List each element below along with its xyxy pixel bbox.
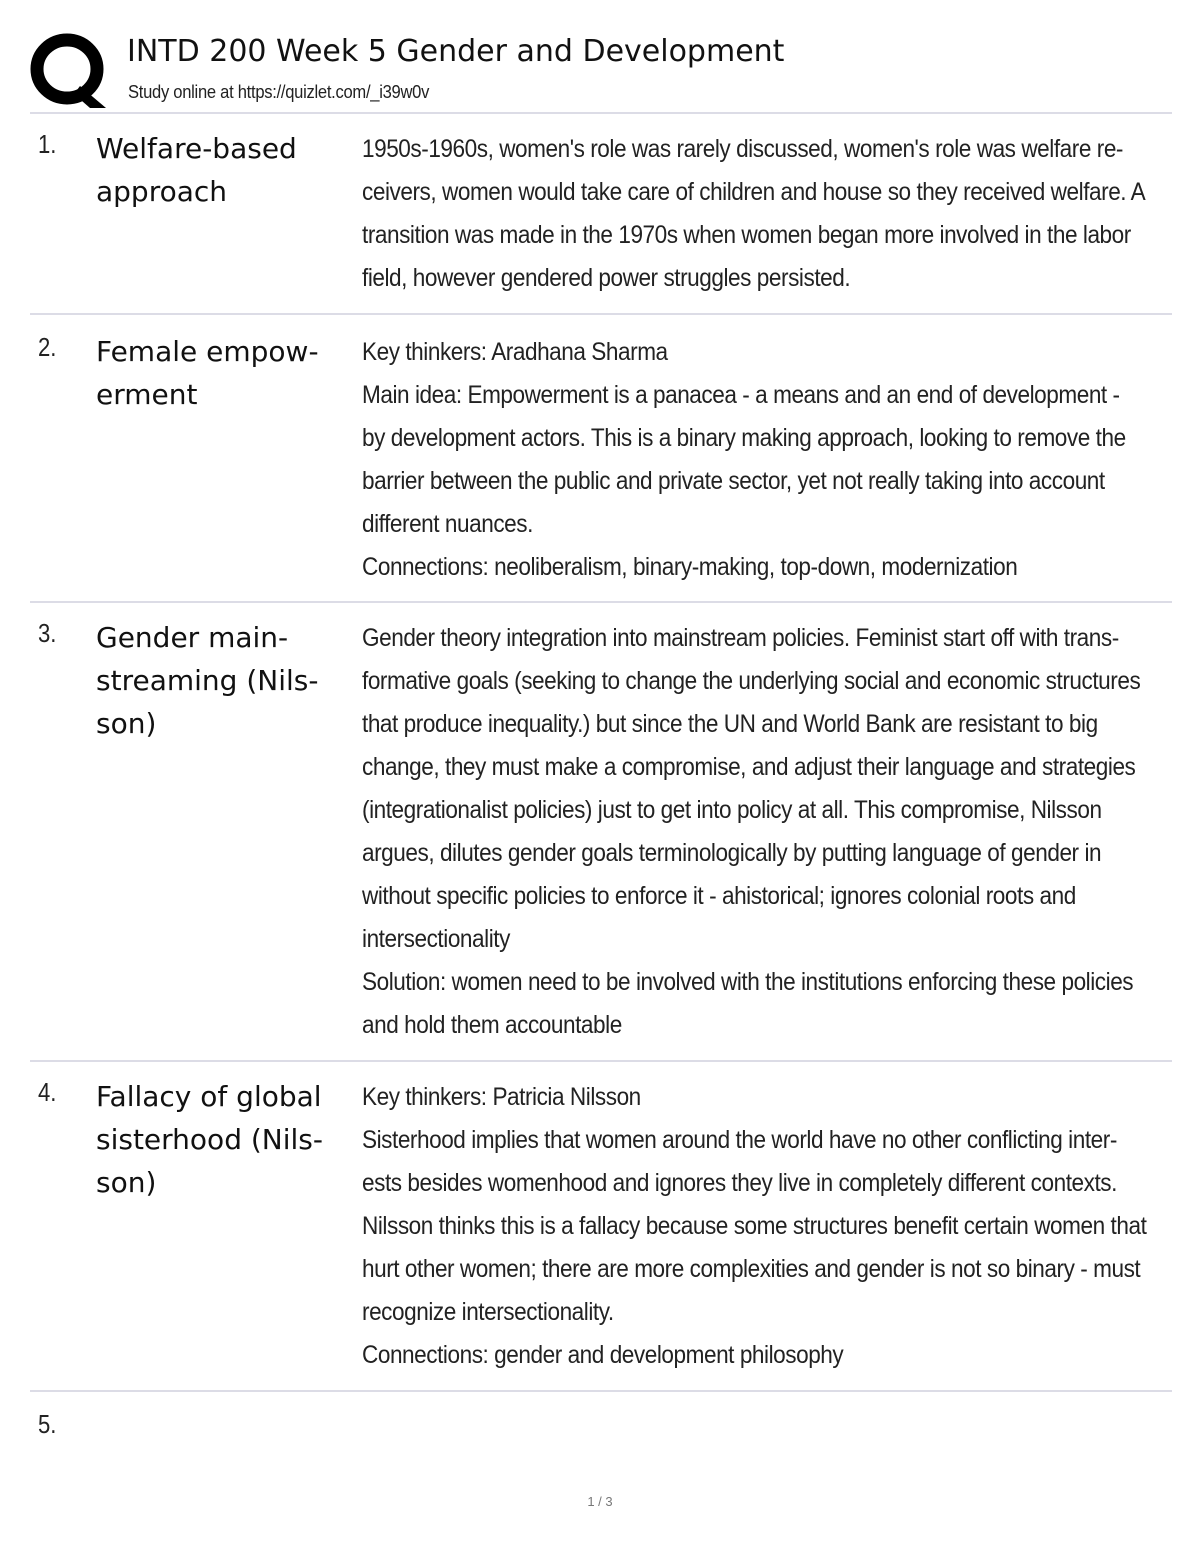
card-number: 1. (38, 129, 57, 159)
definition-line: Solution: women need to be involved with the institutions enforcing these policies (362, 968, 1134, 996)
divider (30, 112, 1172, 114)
definition-line: (integrationalist policies) just to get into policy at all. This compromise, Nilsson (362, 796, 1102, 824)
card-definition (362, 1076, 1157, 1377)
definition-line: Connections: gender and development philosophy (362, 1341, 844, 1369)
definition-line: by development actors. This is a binary making approach, looking to remove the (362, 424, 1126, 452)
card-number: 5. (38, 1409, 57, 1439)
document-header (30, 30, 1172, 110)
definition-line: barrier between the public and private sector, yet not really taking into account (362, 467, 1105, 495)
card-term: Fallacy of global sisterhood (Nils-son) (96, 1080, 323, 1199)
definition-line: Gender theory integration into mainstream policies. Feminist start off with trans- (362, 624, 1119, 652)
definition-line: argues, dilutes gender goals terminologically by putting language of gender in (362, 839, 1102, 867)
card-term: Female empow-erment (96, 335, 319, 411)
card-definition (362, 617, 1157, 1047)
quizlet-q-logo-icon (30, 32, 108, 108)
definition-line: without specific policies to enforce it - ahistorical; ignores colonial roots and (362, 882, 1076, 910)
card-term: Welfare-based approach (96, 132, 297, 208)
definition-line: Key thinkers: Patricia Nilsson (362, 1083, 641, 1111)
definition-line: Connections: neoliberalism, binary-making, top-down, modernization (362, 553, 1018, 581)
card-number: 2. (38, 332, 57, 362)
page-number: 1 / 3 (587, 1494, 613, 1509)
definition-line: formative goals (seeking to change the underlying social and economic structures (362, 667, 1141, 695)
definition-line: Main idea: Empowerment is a panacea - a means and an end of development - (362, 381, 1120, 409)
card-definition (362, 128, 1157, 300)
definition-line: hurt other women; there are more complexities and gender is not so binary - must (362, 1255, 1141, 1283)
definition-line: transition was made in the 1970s when women began more involved in the labor (362, 221, 1131, 249)
definition-line: Key thinkers: Aradhana Sharma (362, 338, 668, 366)
card-term: Gender main-streaming (Nils-son) (96, 621, 319, 740)
study-online-link[interactable]: Study online at https://quizlet.com/_i39w0v (128, 82, 430, 102)
definition-line: 1950s-1960s, women's role was rarely discussed, women's role was welfare re- (362, 135, 1124, 163)
definition-line: field, however gendered power struggles persisted. (362, 264, 851, 292)
divider (30, 1060, 1172, 1062)
definition-line: Nilsson thinks this is a fallacy because some structures benefit certain women that (362, 1212, 1147, 1240)
divider (30, 601, 1172, 603)
divider (30, 1390, 1172, 1392)
definition-line: recognize intersectionality. (362, 1298, 614, 1326)
definition-line: that produce inequality.) but since the UN and World Bank are resistant to big (362, 710, 1098, 738)
definition-line: ests besides womenhood and ignores they live in completely different contexts. (362, 1169, 1117, 1197)
definition-line: intersectionality (362, 925, 510, 953)
card-number: 4. (38, 1077, 57, 1107)
page-title: INTD 200 Week 5 Gender and Development (127, 34, 785, 69)
definition-line: ceivers, women would take care of children and house so they received welfare. A (362, 178, 1146, 206)
card-definition (362, 331, 1157, 589)
divider (30, 313, 1172, 315)
definition-line: Sisterhood implies that women around the world have no other conflicting inter- (362, 1126, 1117, 1154)
definition-line: and hold them accountable (362, 1011, 622, 1039)
card-number: 3. (38, 618, 57, 648)
definition-line: change, they must make a compromise, and adjust their language and strategies (362, 753, 1136, 781)
definition-line: different nuances. (362, 510, 533, 538)
